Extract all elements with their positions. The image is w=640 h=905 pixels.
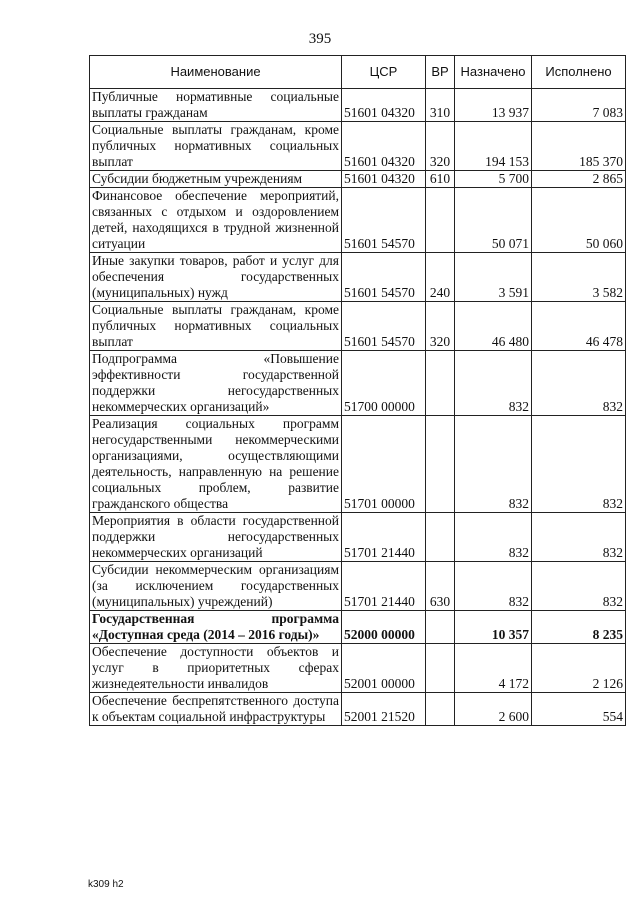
cell-name: Публичные нормативные социальные выплаты гражданам bbox=[90, 89, 342, 122]
header-vr: ВР bbox=[426, 56, 455, 89]
cell-assigned: 2 600 bbox=[455, 693, 532, 726]
cell-assigned: 4 172 bbox=[455, 644, 532, 693]
cell-csr: 51701 21440 bbox=[342, 513, 426, 562]
cell-vr bbox=[426, 351, 455, 416]
cell-assigned: 832 bbox=[455, 351, 532, 416]
cell-vr bbox=[426, 513, 455, 562]
cell-assigned: 10 357 bbox=[455, 611, 532, 644]
cell-name: Обеспечение доступности объектов и услуг в приоритетных сферах жизнедеятельности инвалидов bbox=[90, 644, 342, 693]
cell-name: Государственная программа «Доступная среда (2014 – 2016 годы)» bbox=[90, 611, 342, 644]
table-row bbox=[90, 562, 626, 611]
cell-executed: 832 bbox=[532, 351, 626, 416]
cell-executed: 185 370 bbox=[532, 122, 626, 171]
cell-vr bbox=[426, 644, 455, 693]
cell-csr: 51601 54570 bbox=[342, 253, 426, 302]
cell-name: Мероприятия в области государственной поддержки негосударственных некоммерческих организаций bbox=[90, 513, 342, 562]
cell-executed: 50 060 bbox=[532, 188, 626, 253]
table-row bbox=[90, 693, 626, 726]
cell-csr: 51601 04320 bbox=[342, 122, 426, 171]
cell-csr: 51601 04320 bbox=[342, 171, 426, 188]
cell-executed: 7 083 bbox=[532, 89, 626, 122]
cell-vr bbox=[426, 693, 455, 726]
cell-executed: 46 478 bbox=[532, 302, 626, 351]
cell-assigned: 46 480 bbox=[455, 302, 532, 351]
table-row bbox=[90, 302, 626, 351]
cell-executed: 3 582 bbox=[532, 253, 626, 302]
header-csr: ЦСР bbox=[342, 56, 426, 89]
table-row bbox=[90, 351, 626, 416]
cell-assigned: 832 bbox=[455, 513, 532, 562]
header-assigned: Назначено bbox=[455, 56, 532, 89]
cell-vr: 320 bbox=[426, 302, 455, 351]
budget-table bbox=[89, 55, 626, 726]
cell-assigned: 832 bbox=[455, 562, 532, 611]
cell-vr bbox=[426, 416, 455, 513]
cell-assigned: 3 591 bbox=[455, 253, 532, 302]
table-row bbox=[90, 171, 626, 188]
cell-vr bbox=[426, 611, 455, 644]
table-row bbox=[90, 513, 626, 562]
cell-vr bbox=[426, 188, 455, 253]
cell-executed: 2 865 bbox=[532, 171, 626, 188]
cell-executed: 554 bbox=[532, 693, 626, 726]
cell-csr: 51601 54570 bbox=[342, 188, 426, 253]
page-number: 395 bbox=[308, 31, 332, 47]
cell-name: Социальные выплаты гражданам, кроме публичных нормативных социальных выплат bbox=[90, 302, 342, 351]
cell-csr: 51601 54570 bbox=[342, 302, 426, 351]
table-row bbox=[90, 253, 626, 302]
cell-vr: 630 bbox=[426, 562, 455, 611]
footer-code: k309 h2 bbox=[88, 879, 124, 890]
table-row bbox=[90, 188, 626, 253]
cell-vr: 240 bbox=[426, 253, 455, 302]
cell-executed: 832 bbox=[532, 416, 626, 513]
cell-name: Подпрограмма «Повышение эффективности государственной поддержки негосударственных некоммерческих организаций» bbox=[90, 351, 342, 416]
cell-csr: 52001 00000 bbox=[342, 644, 426, 693]
cell-name: Субсидии некоммерческим организациям (за исключением государственных (муниципальных) учреждений) bbox=[90, 562, 342, 611]
cell-executed: 832 bbox=[532, 513, 626, 562]
cell-assigned: 832 bbox=[455, 416, 532, 513]
cell-csr: 52001 21520 bbox=[342, 693, 426, 726]
cell-csr: 51701 00000 bbox=[342, 416, 426, 513]
cell-name: Реализация социальных программ негосударственными некоммерческими организациями, осуществляющими деятельность, направленную на решение социальных проблем, развитие гражданского общества bbox=[90, 416, 342, 513]
table-row bbox=[90, 89, 626, 122]
table-row bbox=[90, 416, 626, 513]
cell-executed: 832 bbox=[532, 562, 626, 611]
cell-name: Субсидии бюджетным учреждениям bbox=[90, 171, 342, 188]
cell-vr: 320 bbox=[426, 122, 455, 171]
cell-csr: 52000 00000 bbox=[342, 611, 426, 644]
cell-vr: 310 bbox=[426, 89, 455, 122]
cell-csr: 51701 21440 bbox=[342, 562, 426, 611]
table-row bbox=[90, 611, 626, 644]
cell-csr: 51700 00000 bbox=[342, 351, 426, 416]
cell-assigned: 5 700 bbox=[455, 171, 532, 188]
table-body bbox=[90, 89, 626, 726]
cell-name: Иные закупки товаров, работ и услуг для обеспечения государственных (муниципальных) нужд bbox=[90, 253, 342, 302]
table-row bbox=[90, 122, 626, 171]
cell-assigned: 13 937 bbox=[455, 89, 532, 122]
header-executed: Исполнено bbox=[532, 56, 626, 89]
header-name: Наименование bbox=[90, 56, 342, 89]
cell-name: Финансовое обеспечение мероприятий, связанных с отдыхом и оздоровлением детей, находящихся в трудной жизненной ситуации bbox=[90, 188, 342, 253]
cell-vr: 610 bbox=[426, 171, 455, 188]
cell-name: Обеспечение беспрепятственного доступа к объектам социальной инфраструктуры bbox=[90, 693, 342, 726]
cell-assigned: 50 071 bbox=[455, 188, 532, 253]
cell-name: Социальные выплаты гражданам, кроме публичных нормативных социальных выплат bbox=[90, 122, 342, 171]
table-row bbox=[90, 644, 626, 693]
cell-executed: 2 126 bbox=[532, 644, 626, 693]
cell-executed: 8 235 bbox=[532, 611, 626, 644]
cell-csr: 51601 04320 bbox=[342, 89, 426, 122]
table-header-row bbox=[90, 56, 626, 89]
cell-assigned: 194 153 bbox=[455, 122, 532, 171]
